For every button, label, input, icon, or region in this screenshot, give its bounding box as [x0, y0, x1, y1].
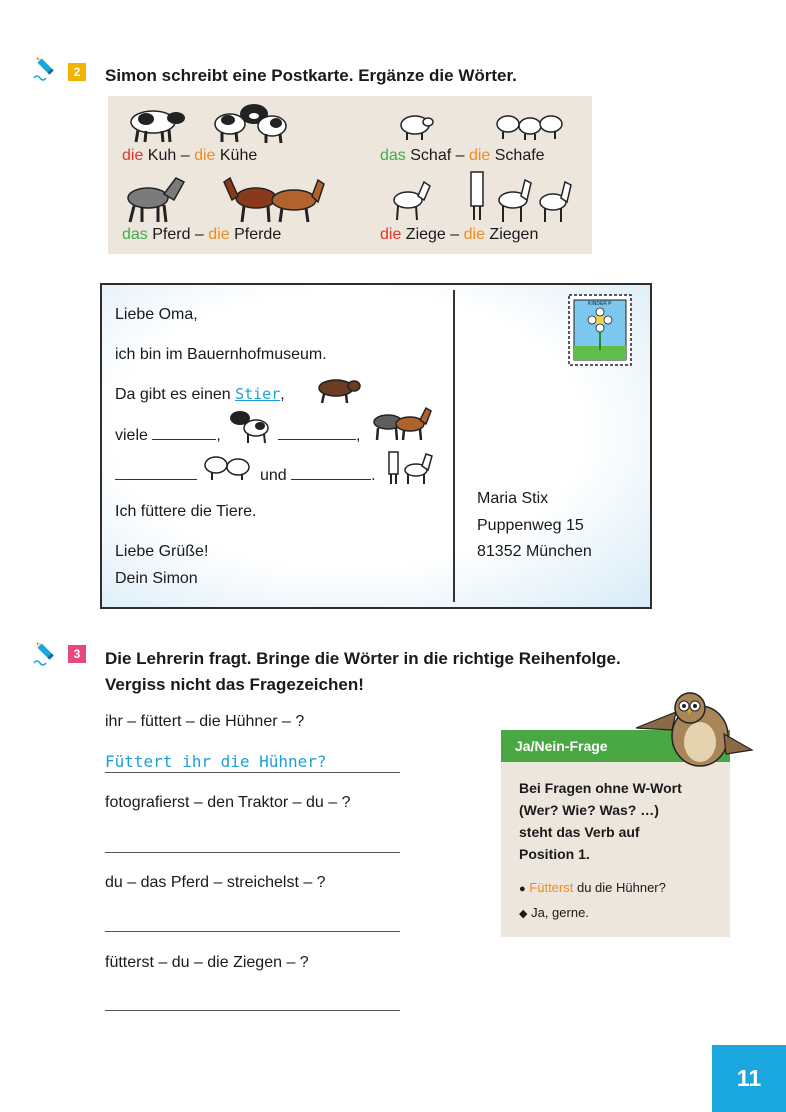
punctuation: ,: [356, 427, 361, 444]
postcard-line: [115, 425, 221, 445]
page-number: 11: [712, 1045, 786, 1112]
article: die: [208, 226, 230, 243]
article: die: [380, 226, 402, 243]
article: die: [194, 147, 216, 164]
postage-stamp: [568, 294, 632, 366]
article: die: [122, 147, 144, 164]
sheep-illustration: [395, 112, 435, 142]
vocab-word: Ziege –: [401, 226, 464, 243]
answer-blank[interactable]: [115, 465, 197, 480]
grammar-rule-line: (Wer? Wie? Was? …): [519, 802, 659, 818]
grammar-example-question: [519, 880, 666, 895]
question-prompt: du – das Pferd – streichelst – ?: [105, 874, 326, 891]
question-prompt: ihr – füttert – die Hühner – ?: [105, 713, 305, 730]
address-street: Puppenweg 15: [477, 517, 584, 534]
question-prompt: fütterst – du – die Ziegen – ?: [105, 954, 309, 971]
vocab-ziege: [380, 226, 538, 244]
address-city: 81352 München: [477, 543, 592, 560]
grammar-rule-line: steht das Verb auf: [519, 824, 640, 840]
answer-line[interactable]: [105, 1010, 400, 1011]
handwritten-answer: Füttert ihr die Hühner?: [105, 752, 327, 771]
article: die: [468, 147, 491, 164]
cows-illustration: [210, 98, 290, 146]
vocab-schaf: [380, 147, 545, 165]
grammar-rule-line: Position 1.: [519, 846, 590, 862]
task-title: Simon schreibt eine Postkarte. Ergänze die Wörter.: [105, 66, 517, 85]
punctuation: .: [371, 467, 376, 484]
postcard-line: [115, 465, 197, 485]
postcard-text: viele: [115, 427, 148, 444]
postcard-greeting: Liebe Oma,: [115, 306, 198, 323]
owl-mascot: [636, 684, 756, 770]
postcard-line: [278, 425, 360, 445]
vocab-kuh: [122, 147, 257, 165]
article: das: [380, 147, 406, 164]
bullet-icon: ●: [519, 883, 526, 895]
horses-illustration: [222, 172, 326, 224]
diamond-icon: ◆: [519, 908, 528, 920]
postcard-line: [115, 385, 285, 404]
postcard-divider: [453, 290, 455, 602]
article: das: [122, 226, 148, 243]
postcard-closing: Liebe Grüße!: [115, 543, 209, 560]
question-prompt: fotografierst – den Traktor – du – ?: [105, 794, 351, 811]
pencil-icon: [32, 56, 58, 82]
grammar-rule: [519, 777, 682, 865]
horse-illustration: [118, 172, 188, 224]
punctuation: ,: [280, 386, 285, 403]
vocab-word: Pferde: [229, 226, 282, 243]
answer-line[interactable]: [105, 772, 400, 773]
grammar-header: Ja/Nein-Frage: [501, 730, 730, 762]
postcard-text: und: [260, 467, 287, 484]
answer-blank[interactable]: [278, 425, 356, 440]
handwritten-answer: Stier: [235, 385, 281, 403]
goats-illustration: [465, 168, 575, 224]
vocab-word: Kuh –: [143, 147, 195, 164]
task-number-badge: 3: [68, 645, 86, 663]
vocab-word: Pferd –: [147, 226, 209, 243]
task-number-badge: 2: [68, 63, 86, 81]
vocab-word: Schaf –: [405, 147, 469, 164]
pencil-icon: [32, 641, 58, 667]
answer-line[interactable]: [105, 931, 400, 932]
goat-illustration: [388, 176, 434, 222]
cows-illustration: [226, 406, 272, 444]
cow-illustration: [120, 100, 190, 145]
sheep-flock-illustration: [495, 112, 565, 142]
vocab-word: Schafe: [490, 147, 545, 164]
sheep-illustration: [202, 453, 254, 481]
address-name: Maria Stix: [477, 490, 549, 507]
answer-line[interactable]: [105, 852, 400, 853]
grammar-example-answer: [519, 905, 589, 920]
article: die: [463, 226, 485, 243]
answer-blank[interactable]: [152, 425, 216, 440]
grammar-rule-line: Bei Fragen ohne W-Wort: [519, 780, 682, 796]
answer-blank[interactable]: [291, 465, 371, 480]
postcard-line: [260, 465, 376, 485]
task-subtitle: Vergiss nicht das Fragezeichen!: [105, 675, 364, 694]
postcard-line: Ich füttere die Tiere.: [115, 503, 257, 520]
postcard-text: Da gibt es einen: [115, 386, 236, 403]
vocab-word: Ziegen: [484, 226, 539, 243]
stamp-text: KINDER P: [588, 301, 612, 307]
vocab-word: Kühe: [215, 147, 258, 164]
task-title: Die Lehrerin fragt. Bringe die Wörter in die richtige Reihenfolge.: [105, 649, 621, 668]
example-text: du die Hühner?: [573, 880, 666, 895]
punctuation: ,: [216, 427, 221, 444]
example-text: Ja, gerne.: [531, 905, 589, 920]
example-verb: Fütterst: [529, 880, 574, 895]
vocab-pferd: [122, 226, 281, 244]
postcard-line: ich bin im Bauernhofmuseum.: [115, 346, 327, 363]
horses-illustration: [368, 404, 432, 442]
goats-illustration: [386, 448, 434, 486]
postcard-signature: Dein Simon: [115, 570, 198, 587]
bull-illustration: [312, 374, 362, 404]
